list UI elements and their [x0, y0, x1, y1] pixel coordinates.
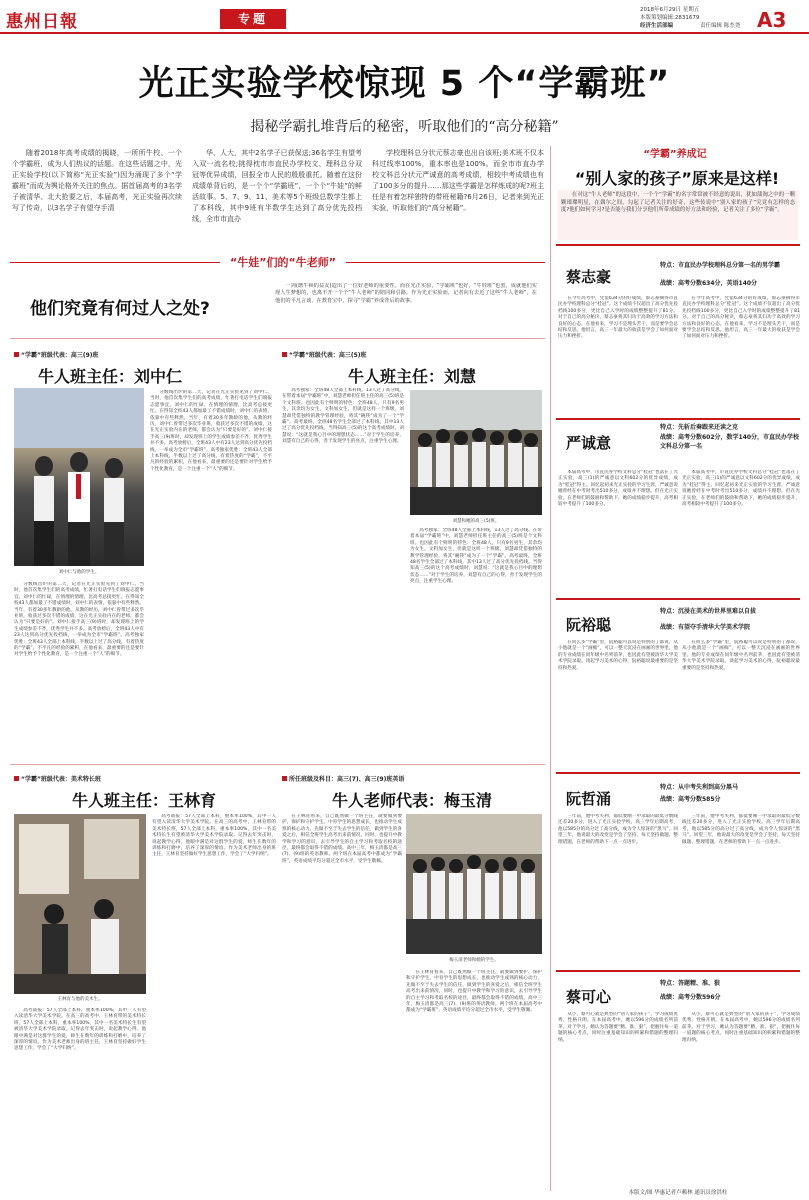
sidebar-title: “别人家的孩子”原来是这样! [574, 169, 780, 188]
newspaper-logo: 惠州日報 [6, 12, 78, 32]
profile-2-score: 战绩：高考分数602分，数学140分，市直民办学校文科总分第一名 [660, 434, 800, 450]
intro-col-3: 学校理科总分状元蔡志豪也出自该班;美术班不仅本科过线率100%，重本率也是100%。而全市市直办学校文科总分状元严诚意的高考成绩，相较中考成绩也有了100多分的提升……那这些学霸是怎样炼成的呢?班主任是有着怎样独特的带班秘籍?6月26日，记者来到光正实验，听取他们的“高分秘籍”。 [372, 149, 544, 212]
section-tag: 专题 [220, 9, 286, 29]
teacher-3-body: 高考战报：57人全部上本科，重本率100%，其中一人有望入读清华大学美术学院。在高三的高考中，王林育带的美术特长班，57人全部上本科，重本率100%，其中一名美术特长生有望被清华大学美术学院录取。记得去年突击时，说起教学心得，他眼中满是对这群学生的爱，师生在数年的训练和打磨中，培养了深厚的情谊。作为美术老师出身的班主任，王林育坚持做好学生思想工作，学会了“大学归纳”。 [152, 814, 276, 858]
profile-4-body-2: 三年前，他中考失利，都低要刚一中录取的最低分数线还差20多分，进入了光正实验学校。高三学年后期高考，他以585分的高分过了高分线，成为令人惊讶的“黑马”。回望三年，他说最大的改变是学会了坚持，每天坚持做题、整理错题，在老师的帮助下一点一点进步。 [682, 814, 800, 845]
profile-5-body-2: 从小，蔡可心就是典型的“别人家的孩子”，学习成绩优秀、性格开朗。在本届高考中，她以596分的成绩名列前茅。对于学习，她认为答题要“精、准、狠”，把握住每一道题的核心考点，同时注重基础知识的积累和错题的整理归纳。 [682, 1012, 800, 1043]
profile-1-body: 在今年高考中，凭借634分的好成绩，蔡志豪摘得市直民办学校理科总分“桂冠”。这个成绩不仅超出了高分优先投档线100多分，更比自己入学时的成绩整整提升了81分。对于自己的高分秘诀，蔡志豪将其归功于高效的学习方法和良好的心态。在他看来，学习不是埋头苦干，而是要学会总结和反思。他坦言，高三一年最大的收获是学会了如何面对压力和挫折。 [558, 296, 678, 340]
profile-4-body: 三年前，他中考失利，都低要刚一中录取的最低分数线还差20多分，进入了光正实验学校。高三学年后期高考，他以585分的高分过了高分线，成为令人惊讶的“黑马”。回望三年，他说最大的改变是学会了坚持，每天坚持做题、整理错题，在老师的帮助下一点一点进步。 [558, 814, 678, 845]
intro-col-1: 随着2018年高考成绩的揭晓，一所所牛校、一个个学霸班，成为人们热议的话题。在这些话题之中，光正实验学校(以下简称“光正实验”)因为涌现了多个“学霸班”而成为舆论格外关注的焦点。据首届高考的3名学子被清华、北大抢要之后，本届高考，光正实验再次续写了传奇，以3名学子有望夺手清 [12, 149, 182, 212]
profile-1-feature: 特点：市直民办学校理科总分第一名的男学霸 [660, 262, 781, 269]
profile-1-score: 战绩：高考分数634分，英语140分 [660, 280, 758, 287]
profile-5-body: 从小，蔡可心就是典型的“别人家的孩子”，学习成绩优秀、性格开朗。在本届高考中，她以596分的成绩名列前茅。对于学习，她认为答题要“精、准、狠”，把握住每一道题的核心考点，同时注重基础知识的积累和错题的整理归纳。 [558, 1012, 678, 1043]
teacher-3-caption: 王林育与他的美术生。 [57, 997, 103, 1002]
section-divider-2 [10, 764, 545, 765]
issue-date: 2018年6月29日 星期五 [640, 7, 700, 13]
profile-3-feature: 特点：沉浸在美术的世界里难以自拔 [660, 608, 757, 615]
teacher-3-title: 牛人班主任：王林育 [71, 791, 216, 810]
intro-section [10, 148, 545, 246]
teacher-2-body: 高考独家：全班48人全部上本科线，13人过了高分线。在带着本届“学霸班”中，刘慧老师担任班主任的高三(5)班是个文科班。也因此有个鲜明的特色：全班48人，只有9名男生，其余均为女生。文科加女生，但就是这样一个班级，刘慧却凭借独特的教学管理经验，将其“碗筷”成为了一个“学霸”。高考最终，全班48名学生全部过了本科线，其中13人过了高分优先投档线。当得知高三(5)的这个高考成绩时，刘慧说：“这就是我心目中的理想状态……”对于学生的培养，刘慧有自己的心得，善于发现学生的亮点，注重学生心理。 [282, 388, 404, 445]
profile-2-body-2: 本届高考中，市直民办学校文科总分“桂冠”也落在了光正实验，高三(1)的严诚意以文科602分的优异成绩，成为“桂冠”得主。回忆起初来光正实验的学习生涯，严诚意说她曾经在中考时考出510多分，成绩并不理想。但在光正实验，在老师们的鼓励和帮助下，她的成绩稳步提升，高考相较中考提升了100多分。 [682, 470, 800, 508]
profile-2-feature: 特点：先斩后奏跟来还读之克 [660, 424, 739, 431]
teacher-2-photo-group [410, 390, 542, 515]
teacher-1-photo-figures [14, 388, 144, 566]
teacher-2-caption: 刘慧和她的高三(5)班。 [452, 519, 500, 524]
sidebar-banner: “学霸”养成记 [610, 148, 740, 162]
teacher-1-body-2: 分数线出炉的第二天，记者在光正实验见到了刘中仁。当时，他首次集学生们的高考成绩，忙著打电话学生们填报志愿事宜。刘中仁的忙碌，在情理的情理，比高考总接更忙。在得知全校43人都加最了不错成绩时，刘中仁的表情，依靠中有些释然。当年，有着30多年教龄的他，从教的经历，刘中仁曾带过多次毕业班，收获过多次不错的成绩，这在光正实验内在的老师，都会认为“只要是好的”。刘中仁接手高三(9)班时，却发现班上的学生成绩参差不齐，优秀学生并不多。高考放榜后，全班43人中有23人达到高分优先投档线，一举成为全市“学霸班”。高考独家优胜：全班43人全部上本科线，半数以上过了高分线，有着热度的“学霸”，不平凡的经验的累积，在他看来，最重要的还是要针对学生给予个性化教育，是一个注重一个“人”的细节。 [14, 582, 144, 658]
profile-3-name: 阮裕聪 [566, 616, 612, 634]
teacher-3-label: “学霸”班级代表：美术特长班 [14, 774, 101, 783]
profile-3-body: 在同么多“学霸”里，阮裕聪可以说是特别的了都说，从小他就是一个“画痴”，可以一整天沉浸在画画的世界里。他的专业成绩在同年级中名列前茅，也因此有望被清华大学美术学院录取。谈起学习美术的心得，阮裕聪说最重要的是坚持和热爱。 [558, 640, 678, 671]
teacher-4-photo [406, 814, 542, 954]
profile-4-feature: 特点：从中考失利到高分黑马 [660, 784, 739, 791]
profile-2-body: 本届高考中，市直民办学校文科总分“桂冠”也落在了光正实验，高三(1)的严诚意以文科602分的优异成绩，成为“桂冠”得主。回忆起初来光正实验的学习生涯，严诚意说她曾经在中考时考出510多分，成绩并不理想。但在光正实验，在老师们的鼓励和帮助下，她的成绩稳步提升，高考相较中考提升了100多分。 [558, 470, 678, 508]
teacher-4-label: 所任班级及科目：高三(7)、高三(9)班英语 [282, 774, 404, 783]
profile-2-rule [556, 418, 800, 420]
profile-4-rule [556, 772, 800, 774]
sidebar-lead: 在对这“牛人老师”的这段中，一个个“学霸”的名字常常被不经意的说出，犹如蒲淘之中的一颗颗璀璨明星，在偶尔之间，勾起了记者关注的好奇，这些传说中“别人家的孩子”究竟有怎样的态度?他们如何学习?是否能与我们分享他们所带成绩的好方法和经验，记者关注了多位“学霸”。 [558, 190, 798, 240]
profile-3-body-2: 在同么多“学霸”里，阮裕聪可以说是特别的了都说，从小他就是一个“画痴”，可以一整天沉浸在画画的世界里。他的专业成绩在同年级中名列前茅，也因此有望被清华大学美术学院录取。谈起学习美术的心得，阮裕聪说最重要的是坚持和热爱。 [682, 640, 800, 671]
niuwa-lead: 一剑(磨牛顿的益友)造出了一位好老师的重要性。而在光正实验，“学霸班”也好，“牛娃班”也罢，成就他们实现人生梦想的，也离不开一个个“牛人老师”的陪同和引路。作为光正实验而，记者向有去近了这些“牛人老师”，在他们的平凡言谈、在教育宝中，探寻“学霸”养成背后的故事。 [275, 283, 537, 304]
profile-4-score: 战绩：高考分数585分 [660, 796, 721, 803]
teacher-3-body-2: 高考战报：57人全部上本科，重本率100%，其中一人有望入读清华大学美术学院。在高三的高考中，王林育带的美术特长班，57人全部上本科，重本率100%，其中一名美术特长生有望被清华大学美术学院录取。记得去年突击时，说起教学心得，他眼中满是对这群学生的爱，师生在数年的训练和打磨中，培养了深厚的情谊。作为美术老师出身的班主任，王林育坚持做好学生思想工作，学会了“大学归纳”。 [14, 1008, 146, 1052]
teacher-4-body: 在王林育看来，自己既然做一个班主任，就要做到要护、保护和守护学生。中育学生的思想成长，也推动学生成熟的核心动力，先做不至于失去学生的信任，做到学生的喜爱之后，相信全班学生高考出来前情况，同时，也提升中教学和学习的意识，去引导学生的自主学习和考取名校的途径，最终都会取得不错的成绩。高中三年，梅玉清都是高三(7)、(9)班的英语教师。两个班在本届高考中都成为“学霸班”，英语成绩平均分超过全市水平，受学生敬佩。 [282, 814, 402, 864]
profile-5-name: 蔡可心 [566, 988, 612, 1006]
footer-credit: 本版文/图 华惠记者卢赖林 通讯员徐洪柱 [628, 1190, 728, 1196]
profile-5-feature: 特点：答题精、准、狠 [660, 980, 721, 987]
profile-1-body-2: 在今年高考中，凭借634分的好成绩，蔡志豪摘得市直民办学校理科总分“桂冠”。这个成绩不仅超出了高分优先投档线100多分，更比自己入学时的成绩整整提升了81分。对于自己的高分秘诀，蔡志豪将其归功于高效的学习方法和良好的心态。在他看来，学习不是埋头苦干，而是要学会总结和反思。他坦言，高三一年最大的收获是学会了如何面对压力和挫折。 [682, 296, 800, 340]
headline: 光正实验学校惊现 5 个“学霸班” [138, 64, 671, 104]
editor-names: 责任编辑 陈杰尧 [700, 23, 741, 29]
profile-1-name: 蔡志豪 [566, 268, 612, 286]
intro-col-2: 华、人大，其中2名学子已获保送;36名学生有望考入双一流名校;挑得枕市市直民办学校文、理科总分双冠等优异成绩，回报全市人民的殷殷重托。随着在这份成绩单背后的，是一个个“学霸班”，一个个“牛娃”的鲜活故事。5、7、9、11、美术等5个班级总数学生都上了本科线，其中9班有半数学生达到了高分优先投档线，全市市直办 [192, 149, 362, 223]
niuwa-question: 他们究竟有何过人之处? [30, 299, 210, 319]
page-number: A3 [757, 8, 787, 32]
teacher-2-photo [410, 390, 542, 515]
editor-phone: 本版策划编辑:2831679 [640, 15, 700, 21]
profile-3-score: 战绩：有望夺手清华大学美术学院 [660, 624, 751, 631]
teacher-3-photo [14, 814, 146, 994]
teacher-1-photo [14, 388, 144, 566]
channel: 经济生活部编 [640, 23, 674, 29]
teacher-2-label: “学霸”班级代表：高三(5)班 [282, 350, 367, 359]
profile-3-rule [556, 598, 800, 600]
teacher-4-body-2: 在王林育看来，自己既然做一个班主任，就要做到要护、保护和守护学生。中育学生的思想成长，也推动学生成熟的核心动力，先做不至于失去学生的信任，做到学生的喜爱之后，相信全班学生高考出来前情况，同时，也提升中教学和学习的意识，去引导学生的自主学习和考取名校的途径，最终都会取得不错的成绩。高中三年，梅玉清都是高三(7)、(9)班的英语教师。两个班在本届高考中都成为“学霸班”，英语成绩平均分超过全市水平，受学生敬佩。 [406, 970, 542, 1014]
teacher-4-title: 牛人老师代表：梅玉清 [331, 791, 492, 810]
teacher-4-caption: 梅玉清老师和她的学生。 [449, 958, 499, 963]
teacher-1-label: “学霸”班级代表：高三(9)班 [14, 350, 99, 359]
profile-4-name: 阮哲涌 [566, 790, 612, 808]
teacher-1-body: 分数线出炉的第二天，记者在光正实验见到了刘中仁。当时，他首次集学生们的高考成绩，忙著打电话学生们填报志愿事宜。刘中仁的忙碌，在情理的情理，比高考总接更忙。在得知全校43人都加最了不错成绩时，刘中仁的表情，依靠中有些释然。当年，有着30多年教龄的他，从教的经历，刘中仁曾带过多次毕业班，收获过多次不错的成绩，这在光正实验内在的老师，都会认为“只要是好的”。刘中仁接手高三(9)班时，却发现班上的学生成绩参差不齐，优秀学生并不多。高考放榜后，全班43人中有23人达到高分优先投档线，一举成为全市“学霸班”。高考独家优胜：全班43人全部上本科线，半数以上过了高分线，有着热度的“学霸”，不平凡的经验的累积，在他看来，最重要的还是要针对学生给予个性化教育，是一个注重一个“人”的细节。 [150, 390, 272, 472]
teacher-2-title: 牛人班主任：刘慧 [347, 367, 476, 386]
teacher-3-photo-art [14, 814, 146, 994]
profile-1-rule [556, 244, 800, 246]
profile-5-rule [556, 970, 800, 972]
teacher-2-body-2: 高考独家：全班48人全部上本科线，13人过了高分线。在带着本届“学霸班”中，刘慧老师担任班主任的高三(5)班是个文科班。也因此有个鲜明的特色：全班48人，只有9名男生，其余均为女生。文科加女生，但就是这样一个班级，刘慧却凭借独特的教学管理经验，将其“碗筷”成为了一个“学霸”。高考最终，全班48名学生全部过了本科线，其中13人过了高分优先投档线。当得知高三(5)的这个高考成绩时，刘慧说：“这就是我心目中的理想状态……”对于学生的培养，刘慧有自己的心得，善于发现学生的亮点，注重学生心理。 [410, 528, 542, 585]
teacher-4-photo-group [406, 814, 542, 954]
teacher-1-title: 牛人班主任：刘中仁 [38, 367, 183, 386]
masthead [0, 0, 809, 34]
teacher-1-caption: 刘中仁与他的学生。 [58, 570, 100, 575]
section-divider [10, 338, 545, 339]
profile-5-score: 战绩：高考分数596分 [660, 994, 721, 1001]
subhead: 揭秘学霸扎堆背后的秘密，听取他们的“高分秘籍” [250, 119, 559, 135]
profile-2-name: 严诚意 [566, 434, 612, 452]
niuwa-banner: “牛娃”们的“牛老师” [220, 256, 346, 270]
